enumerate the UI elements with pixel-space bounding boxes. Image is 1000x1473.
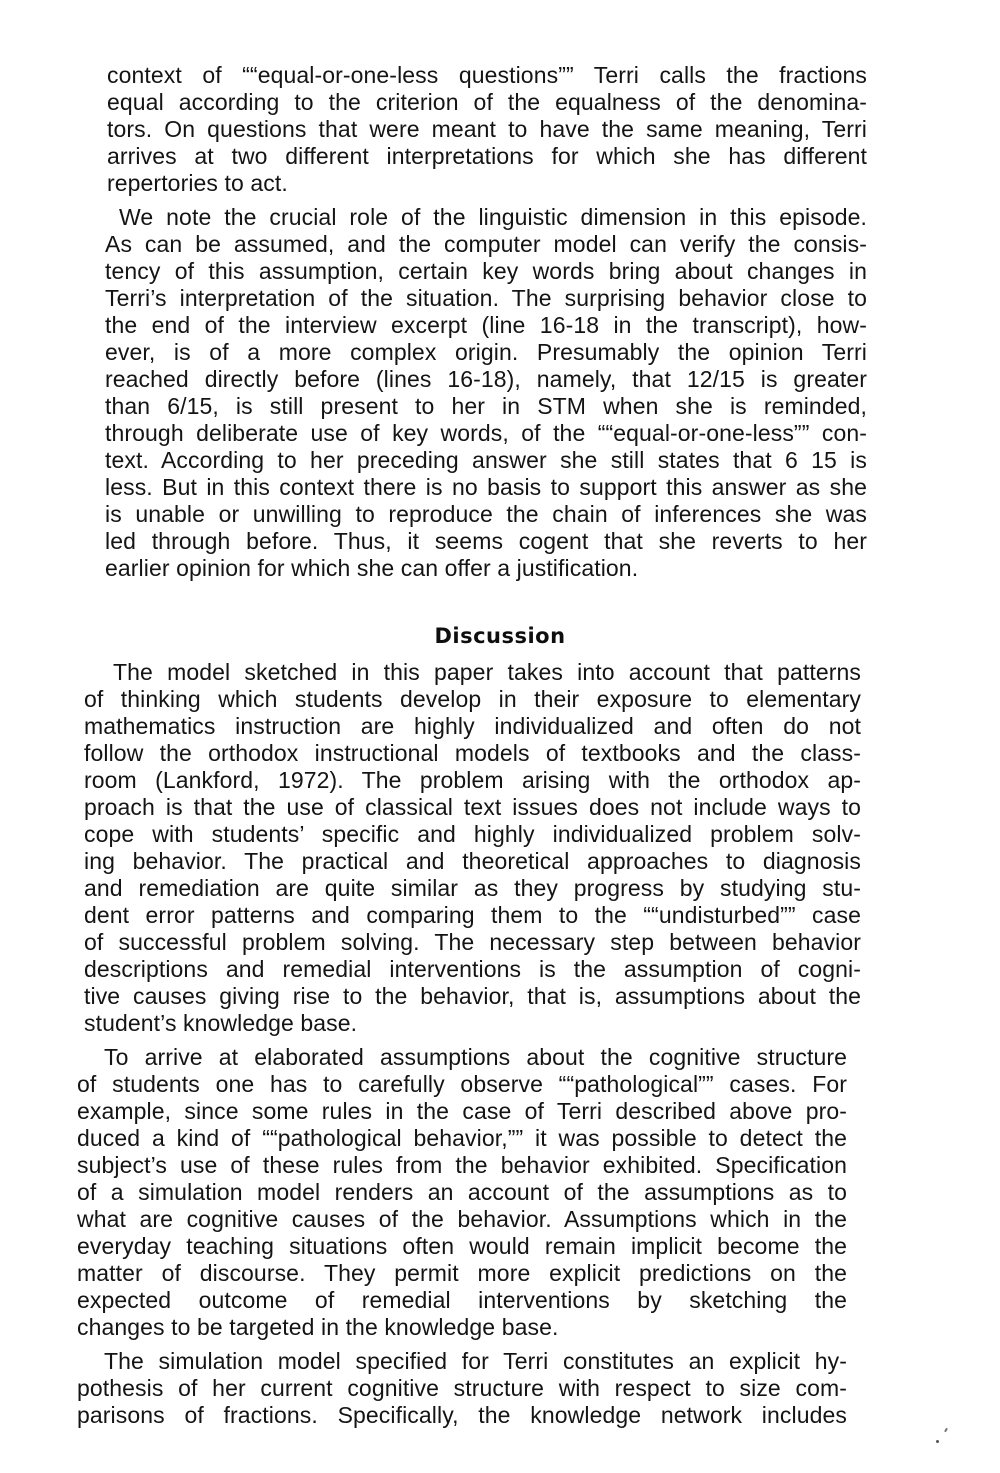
text-line: reached directly before (lines 16-18), namely, that 12/15 is greater xyxy=(105,366,867,392)
text-line: the end of the interview excerpt (line 16-18 in the transcript), how- xyxy=(105,312,867,338)
text-line: ever, is of a more complex origin. Presumably the opinion Terri xyxy=(105,339,867,365)
text-line: expected outcome of remedial interventions by sketching the xyxy=(77,1287,847,1313)
text-line: As can be assumed, and the computer model can verify the consis- xyxy=(105,231,867,257)
text-line: parisons of fractions. Specifically, the knowledge network includes xyxy=(77,1402,847,1428)
text-line: earlier opinion for which she can offer a justification. xyxy=(105,555,639,581)
text-line: than 6/15, is still present to her in STM when she is reminded, xyxy=(105,393,867,419)
text-line: dent error patterns and comparing them to the ““undisturbed”” case xyxy=(84,902,861,928)
text-line: The model sketched in this paper takes into account that patterns xyxy=(113,659,861,685)
text-line: proach is that the use of classical text issues does not include ways to xyxy=(84,794,861,820)
text-line: led through before. Thus, it seems cogent that she reverts to her xyxy=(105,528,867,554)
text-line: room (Lankford, 1972). The problem arising with the orthodox ap- xyxy=(84,767,861,793)
text-line: of students one has to carefully observe ““pathological”” cases. For xyxy=(77,1071,847,1097)
text-line: mathematics instruction are highly individualized and often do not xyxy=(84,713,861,739)
text-line: subject’s use of these rules from the behavior exhibited. Specification xyxy=(77,1152,847,1178)
text-line: text. According to her preceding answer she still states that 6 15 is xyxy=(105,447,867,473)
text-line: everyday teaching situations often would remain implicit become the xyxy=(77,1233,847,1259)
text-line: arrives at two different interpretations for which she has different xyxy=(107,143,867,169)
text-line: Terri’s interpretation of the situation. The surprising behavior close to xyxy=(105,285,867,311)
text-line: follow the orthodox instructional models of textbooks and the class- xyxy=(84,740,861,766)
text-line: through deliberate use of key words, of the ““equal-or-one-less”” con- xyxy=(105,420,867,446)
text-line: matter of discourse. They permit more explicit predictions on the xyxy=(77,1260,847,1286)
text-line: The simulation model specified for Terri constitutes an explicit hy- xyxy=(104,1348,847,1374)
text-line: repertories to act. xyxy=(107,170,288,196)
text-line: example, since some rules in the case of Terri described above pro- xyxy=(77,1098,847,1124)
text-line: tive causes giving rise to the behavior, that is, assumptions about the xyxy=(84,983,861,1009)
text-line: duced a kind of ““pathological behavior,”” it was possible to detect the xyxy=(77,1125,847,1151)
text-line: We note the crucial role of the linguistic dimension in this episode. xyxy=(119,204,867,230)
text-line: descriptions and remedial interventions is the assumption of cogni- xyxy=(84,956,861,982)
text-line: cope with students’ specific and highly individualized problem solv- xyxy=(84,821,861,847)
section-heading: Discussion xyxy=(434,624,566,648)
text-line: of successful problem solving. The necessary step between behavior xyxy=(84,929,861,955)
text-line: equal according to the criterion of the equalness of the denomina- xyxy=(107,89,867,115)
text-line: pothesis of her current cognitive structure with respect to size com- xyxy=(77,1375,847,1401)
text-line: tency of this assumption, certain key words bring about changes in xyxy=(105,258,867,284)
text-line: tors. On questions that were meant to have the same meaning, Terri xyxy=(107,116,867,142)
text-line: what are cognitive causes of the behavior. Assumptions which in the xyxy=(77,1206,847,1232)
text-line: and remediation are quite similar as they progress by studying stu- xyxy=(84,875,861,901)
text-line: student’s knowledge base. xyxy=(84,1010,358,1036)
text-line: context of ““equal-or-one-less questions”” Terri calls the fractions xyxy=(107,62,867,88)
scan-artifact xyxy=(944,1428,948,1432)
text-line: To arrive at elaborated assumptions about the cognitive structure xyxy=(104,1044,847,1070)
text-line: changes to be targeted in the knowledge base. xyxy=(77,1314,559,1340)
text-line: less. But in this context there is no basis to support this answer as she xyxy=(105,474,867,500)
text-line: ing behavior. The practical and theoretical approaches to diagnosis xyxy=(84,848,861,874)
text-line: is unable or unwilling to reproduce the chain of inferences she was xyxy=(105,501,867,527)
text-line: of thinking which students develop in their exposure to elementary xyxy=(84,686,861,712)
scan-artifact xyxy=(936,1440,939,1443)
text-line: of a simulation model renders an account of the assumptions as to xyxy=(77,1179,847,1205)
